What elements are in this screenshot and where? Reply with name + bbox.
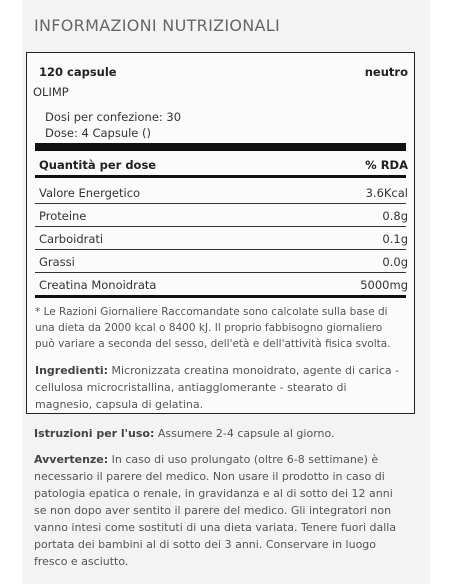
rda-footnote: * Le Razioni Giornaliere Raccomandate sono calcolate sulla base di una dieta da 2000 kcal o 8400 kJ. Il proprio fabbisogno giornaliero può variare a seconda del sesso, dell'età e dell'attività fisica svolta. bbox=[35, 306, 391, 350]
row-name: Proteine bbox=[39, 209, 87, 223]
flavor-label: neutro bbox=[364, 65, 408, 79]
row-divider bbox=[35, 272, 406, 273]
col-rda-header: % RDA bbox=[365, 158, 408, 172]
row-name: Carboidrati bbox=[39, 232, 104, 246]
col-quantity-header: Quantità per dose bbox=[39, 158, 157, 172]
ingredients-text: Micronizzata creatina monoidrato, agente di carica - cellulosa microcristallina, antiagglomerante - stearato di magnesio, capsula di gelatina. bbox=[35, 364, 400, 411]
warnings bbox=[34, 451, 406, 570]
divider-thick bbox=[35, 143, 406, 151]
row-value: 3.6Kcal bbox=[365, 186, 408, 200]
instructions-text: Assumere 2-4 capsule al giorno. bbox=[154, 427, 335, 440]
row-divider bbox=[35, 249, 406, 250]
warnings-text: In caso di uso prolungato (oltre 6-8 settimane) è necessario il parere del medico. Non usare il prodotto in caso di patologia epatica o renale, in gravidanza e al di sotto dei 12 anni se non dopo aver sentito il parere del medico. Gli integratori non vanno intesi come sostituti di una dieta variata. Tenere fuori dalla portata dei bambini al di sotto dei 3 anni. Conservare in luogo fresco e asciutto. bbox=[34, 453, 397, 568]
instructions bbox=[34, 427, 335, 440]
row-value: 0.8g bbox=[382, 209, 408, 223]
row-name: Valore Energetico bbox=[39, 186, 141, 200]
warnings-label: Avvertenze: bbox=[34, 453, 109, 466]
row-value: 0.1g bbox=[382, 232, 408, 246]
instructions-label: Istruzioni per l'uso: bbox=[34, 427, 155, 440]
row-value: 5000mg bbox=[360, 278, 408, 292]
page-title: INFORMAZIONI NUTRIZIONALI bbox=[34, 16, 281, 35]
divider-medium bbox=[35, 295, 406, 298]
row-name: Grassi bbox=[39, 255, 75, 269]
ingredients bbox=[35, 362, 400, 413]
row-value: 0.0g bbox=[382, 255, 408, 269]
servings-per-pack: Dosi per confezione: 30 bbox=[45, 110, 182, 124]
divider-medium bbox=[35, 175, 406, 178]
quantity-label: 120 capsule bbox=[39, 65, 117, 79]
nutrition-panel bbox=[26, 52, 415, 414]
ingredients-label: Ingredienti: bbox=[35, 364, 109, 377]
row-name: Creatina Monoidrata bbox=[39, 278, 157, 292]
row-divider bbox=[35, 203, 406, 204]
serving-dose: Dose: 4 Capsule () bbox=[45, 126, 152, 140]
row-divider bbox=[35, 226, 406, 227]
brand-label: OLIMP bbox=[33, 85, 69, 99]
